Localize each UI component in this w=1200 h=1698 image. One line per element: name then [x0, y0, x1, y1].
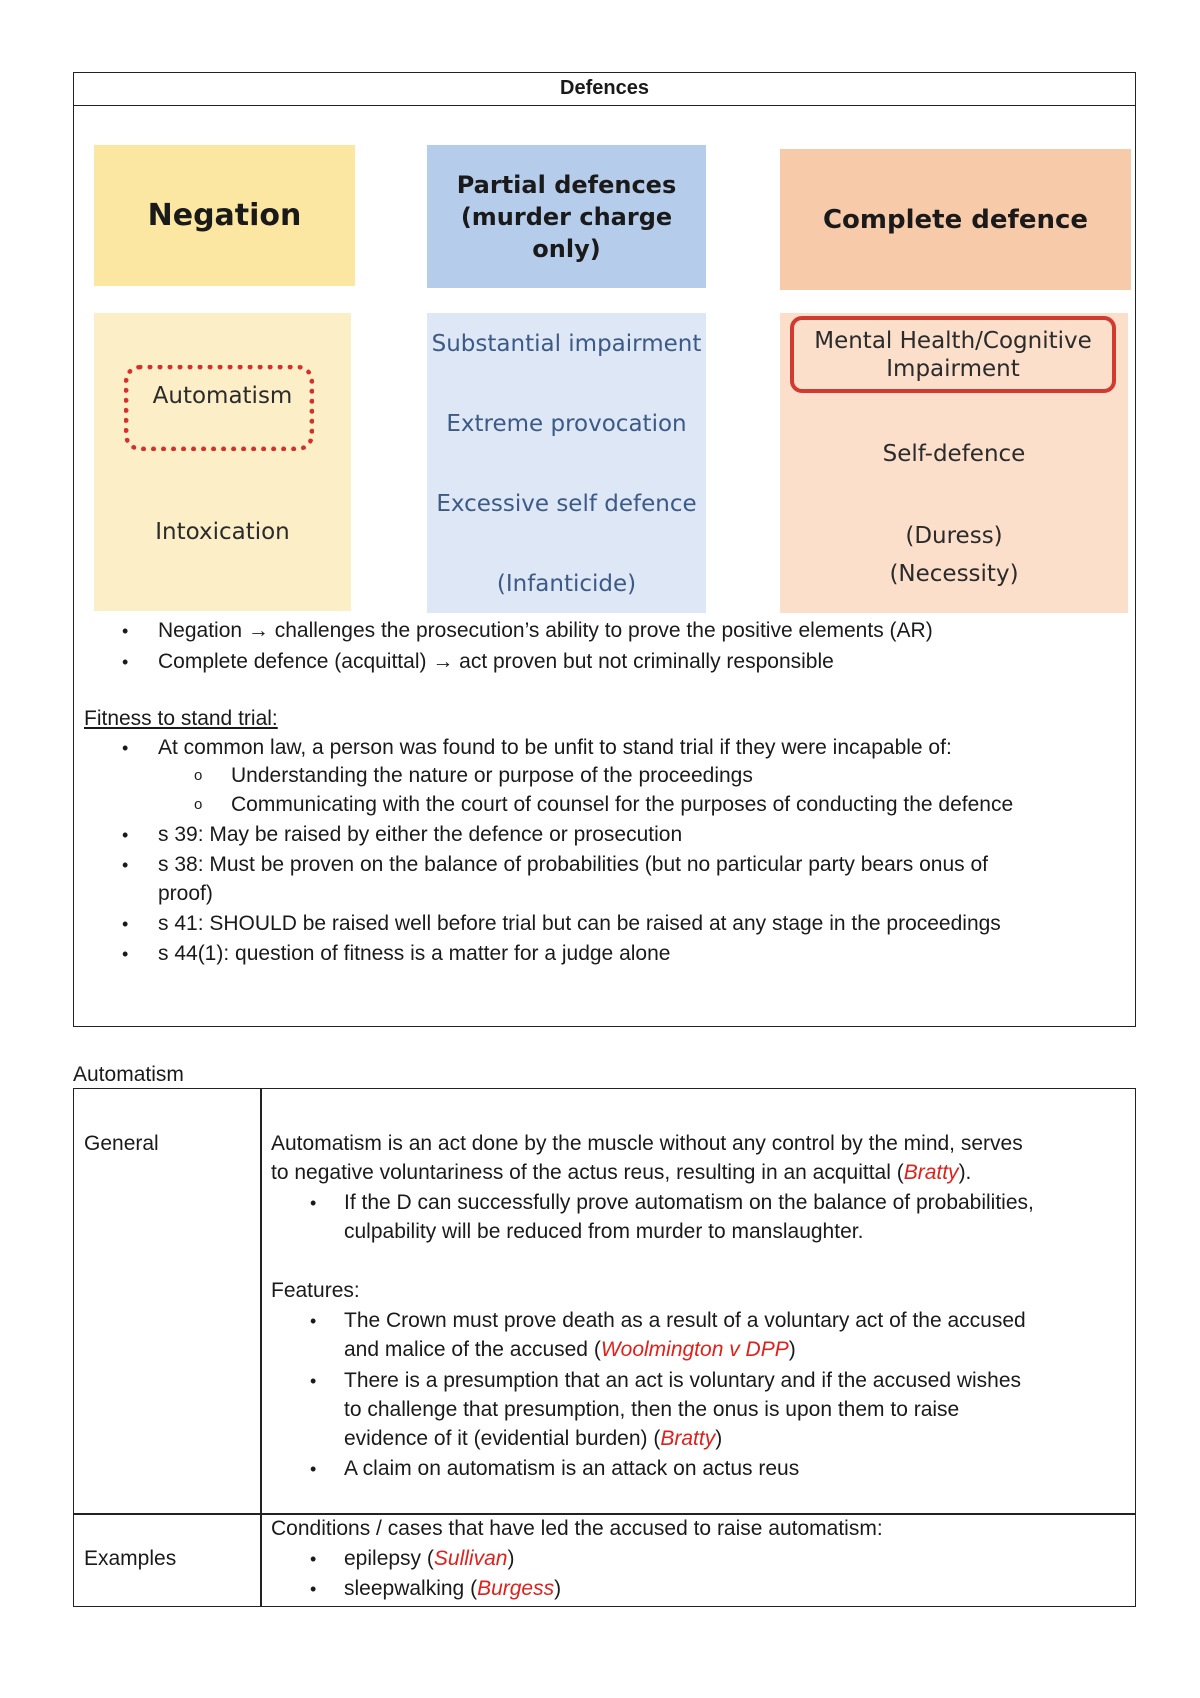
fitness-sub-point: Communicating with the court of counsel for the purposes of conducting the defence — [231, 793, 1014, 816]
automatism-heading: Automatism — [73, 1063, 184, 1086]
general-intro-line2 — [271, 1159, 971, 1187]
sub-bullet-icon: o — [194, 796, 203, 813]
partial-heading-line2: (murder charge only) — [460, 202, 673, 263]
defences-section — [73, 72, 1136, 1027]
negation-item-intoxication: Intoxication — [155, 519, 290, 545]
bullet-icon: • — [122, 652, 129, 672]
negation-heading: Negation — [147, 198, 302, 233]
complete-item: Self-defence — [882, 441, 1026, 467]
fitness-point-continuation: proof) — [158, 882, 213, 905]
fitness-point: s 44(1): question of fitness is a matter for a judge alone — [158, 942, 671, 965]
features-label: Features: — [271, 1279, 360, 1302]
general-label: General — [84, 1132, 159, 1155]
complete-item: (Duress) — [905, 523, 1003, 549]
bullet-icon: • — [122, 738, 129, 758]
feature-line — [344, 1336, 796, 1364]
bullet-icon: • — [310, 1371, 317, 1391]
note-line: Negation → challenges the prosecution’s ability to prove the positive elements (AR) — [158, 619, 933, 642]
example-item — [344, 1575, 561, 1603]
feature-line: to challenge that presumption, then the onus is upon them to raise — [344, 1398, 960, 1421]
complete-heading-card — [780, 149, 1131, 290]
feature-line — [344, 1425, 722, 1453]
bullet-icon: • — [122, 825, 129, 845]
case-name: Burgess — [477, 1577, 555, 1600]
partial-item: Substantial impairment — [431, 331, 702, 357]
feature-line: A claim on automatism is an attack on actus reus — [344, 1457, 800, 1480]
bullet-icon: • — [122, 855, 129, 875]
partial-heading-card — [427, 145, 706, 288]
defences-diagram — [74, 105, 1134, 665]
defences-title: Defences — [74, 73, 1135, 106]
fitness-heading: Fitness to stand trial: — [84, 707, 278, 730]
column-divider — [260, 1089, 262, 1606]
general-intro-line: Automatism is an act done by the muscle without any control by the mind, serves — [271, 1132, 1023, 1155]
case-name: Sullivan — [433, 1547, 508, 1570]
complete-item: (Necessity) — [889, 561, 1019, 587]
case-name: Bratty — [903, 1161, 959, 1184]
feature-line: There is a presumption that an act is voluntary and if the accused wishes — [344, 1369, 1022, 1392]
examples-label: Examples — [84, 1547, 177, 1570]
general-bullet-line: culpability will be reduced from murder to manslaughter. — [344, 1220, 864, 1243]
automatism-table — [73, 1088, 1136, 1607]
example-item — [344, 1545, 514, 1573]
fitness-sub-point: Understanding the nature or purpose of the proceedings — [231, 764, 753, 787]
complete-boxed-line2: Impairment — [886, 355, 1020, 382]
text-segment: and malice of the accused ( — [344, 1338, 601, 1361]
text-segment: ). — [958, 1161, 972, 1184]
text-segment: ) — [507, 1547, 515, 1570]
bullet-icon: • — [310, 1549, 317, 1569]
complete-items-card — [780, 313, 1128, 613]
bullet-icon: • — [122, 944, 129, 964]
feature-line: The Crown must prove death as a result of a voluntary act of the accused — [344, 1309, 1026, 1332]
partial-heading-line1: Partial defences — [456, 170, 677, 199]
fitness-point: s 41: SHOULD be raised well before trial but can be raised at any stage in the proceedings — [158, 912, 1001, 935]
examples-intro: Conditions / cases that have led the accused to raise automatism: — [271, 1517, 883, 1540]
fitness-point: s 39: May be raised by either the defence or prosecution — [158, 823, 683, 846]
partial-item: Extreme provocation — [446, 411, 687, 437]
partial-items-card — [427, 313, 706, 613]
bullet-icon: • — [310, 1459, 317, 1479]
text-segment: sleepwalking ( — [344, 1577, 478, 1600]
fitness-point: At common law, a person was found to be unfit to stand trial if they were incapable of: — [158, 736, 952, 759]
bullet-icon: • — [310, 1311, 317, 1331]
partial-item: (Infanticide) — [496, 571, 637, 597]
general-bullet-line: If the D can successfully prove automatism on the balance of probabilities, — [344, 1191, 1034, 1214]
fitness-point: s 38: Must be proven on the balance of probabilities (but no particular party bears onus of — [158, 853, 988, 876]
text-segment: evidence of it (evidential burden) ( — [344, 1427, 661, 1450]
text-segment: ) — [715, 1427, 723, 1450]
note-line: Complete defence (acquittal) → act proven but not criminally responsible — [158, 650, 834, 673]
complete-heading: Complete defence — [822, 204, 1089, 235]
sub-bullet-icon: o — [194, 767, 203, 784]
text-segment: ) — [554, 1577, 562, 1600]
text-segment: to negative voluntariness of the actus reus, resulting in an acquittal ( — [271, 1161, 904, 1184]
text-segment: epilepsy ( — [344, 1547, 434, 1570]
partial-item: Excessive self defence — [436, 491, 697, 517]
negation-items-card — [94, 313, 351, 611]
case-name: Bratty — [660, 1427, 716, 1450]
bullet-icon: • — [122, 621, 129, 641]
case-name: Woolmington v DPP — [600, 1338, 789, 1361]
complete-boxed-line1: Mental Health/Cognitive — [814, 327, 1092, 354]
bullet-icon: • — [122, 914, 129, 934]
negation-heading-card — [94, 145, 355, 286]
mental-health-highlight — [790, 316, 1116, 393]
bullet-icon: • — [310, 1193, 317, 1213]
bullet-icon: • — [310, 1579, 317, 1599]
negation-item-automatism: Automatism — [152, 383, 293, 409]
text-segment: ) — [788, 1338, 796, 1361]
